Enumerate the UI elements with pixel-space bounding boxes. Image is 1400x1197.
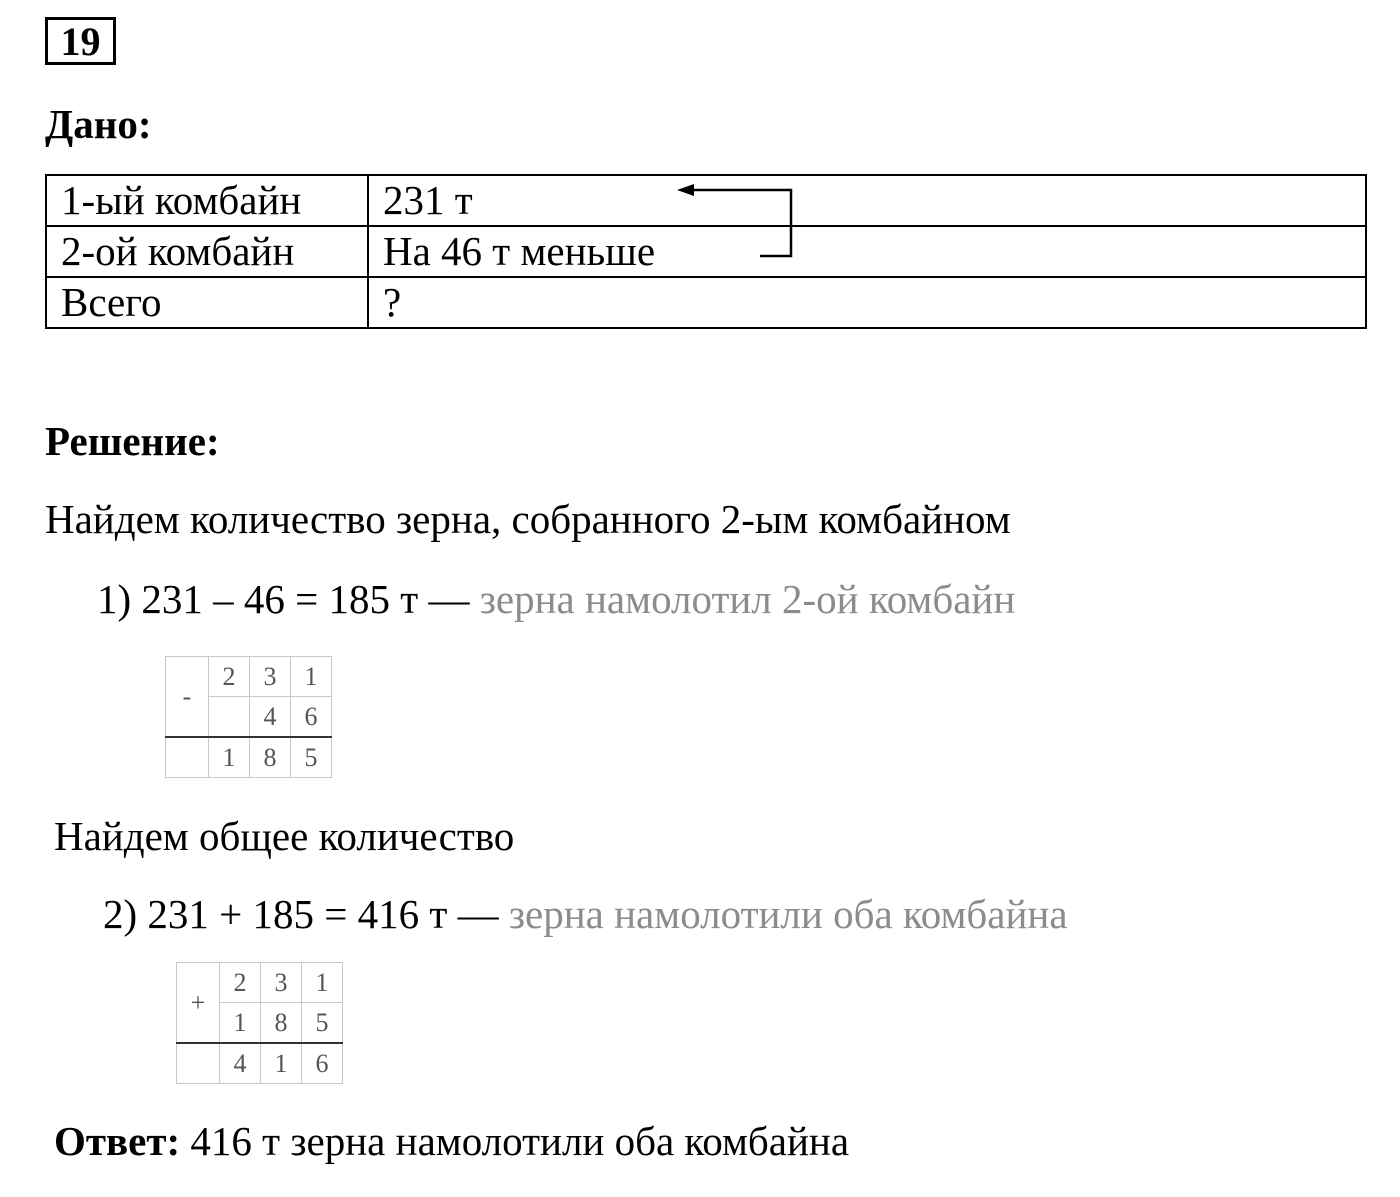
- plus-sign: +: [177, 963, 220, 1044]
- digit-cell: 8: [261, 1003, 302, 1044]
- result-digit: 6: [302, 1043, 343, 1084]
- digit-cell: 2: [209, 657, 250, 697]
- result-digit: 5: [291, 737, 332, 778]
- step2-note: зерна намолотили оба комбайна: [498, 891, 1068, 937]
- digit-cell: 1: [220, 1003, 261, 1044]
- row-label: 2-ой комбайн: [46, 226, 368, 277]
- digit-cell: 5: [302, 1003, 343, 1044]
- result-digit: 4: [220, 1043, 261, 1084]
- digit-cell: 1: [302, 963, 343, 1003]
- digit-cell: 3: [261, 963, 302, 1003]
- result-digit: 1: [261, 1043, 302, 1084]
- step1-expression: 1) 231 – 46 = 185 т —: [97, 576, 470, 622]
- addition-column: [176, 962, 343, 1084]
- step1-intro: Найдем количество зерна, собранного 2-ым комбайном: [45, 496, 1011, 542]
- result-digit: 8: [250, 737, 291, 778]
- minus-sign: -: [166, 657, 209, 738]
- step1-note: зерна намолотил 2-ой комбайн: [469, 576, 1016, 622]
- given-heading: Дано:: [45, 101, 152, 147]
- solution-heading: Решение:: [45, 418, 220, 464]
- comparison-arrow: [0, 0, 1400, 300]
- answer-text: 416 т зерна намолотили оба комбайна: [180, 1118, 850, 1164]
- step2-expression: 2) 231 + 185 = 416 т —: [103, 891, 499, 937]
- digit-cell: 4: [250, 697, 291, 738]
- subtraction-column: [165, 656, 332, 778]
- digit-cell: 6: [291, 697, 332, 738]
- digit-cell: 3: [250, 657, 291, 697]
- empty-cell: [177, 1043, 220, 1084]
- result-digit: 1: [209, 737, 250, 778]
- step2-intro: Найдем общее количество: [54, 813, 515, 859]
- answer-line: [54, 1117, 849, 1165]
- step2-line: [103, 890, 1068, 938]
- answer-label: Ответ:: [54, 1118, 181, 1164]
- digit-cell: 2: [220, 963, 261, 1003]
- digit-cell: [209, 697, 250, 738]
- row-value: 231 т: [368, 175, 1366, 226]
- step1-line: [97, 575, 1015, 623]
- empty-cell: [166, 737, 209, 778]
- problem-number: 19: [45, 17, 116, 65]
- row-label: Всего: [46, 277, 368, 328]
- row-label: 1-ый комбайн: [46, 175, 368, 226]
- digit-cell: 1: [291, 657, 332, 697]
- row-value: ?: [368, 277, 1366, 328]
- row-value: На 46 т меньше: [368, 226, 1366, 277]
